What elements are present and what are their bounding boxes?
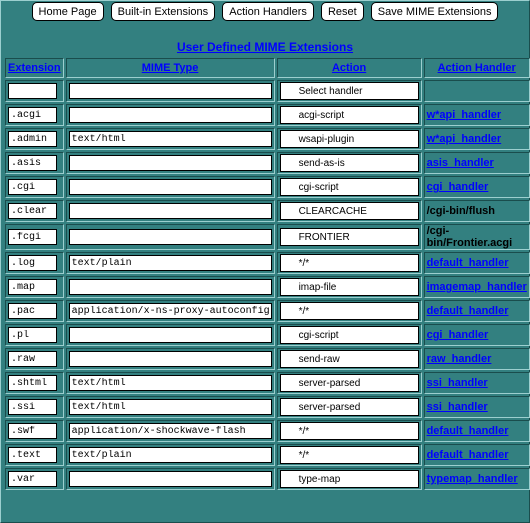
action-handler-link[interactable]: default_handler [426,449,509,461]
extension-input[interactable] [8,375,57,391]
mime-type-input[interactable] [69,447,272,463]
action-select-button[interactable]: imap-file [280,278,419,296]
action-cell [277,444,422,466]
mime-type-cell [66,396,275,418]
action-handler-cell [424,128,530,150]
mime-type-input[interactable] [69,131,272,147]
extension-cell [5,300,64,322]
action-handler-link[interactable]: cgi_handler [426,181,489,193]
action-handler-text: /cgi-bin/flush [426,205,496,217]
action-handler-cell [424,372,530,394]
reset-button[interactable]: Reset [321,2,364,21]
table-row [5,200,530,222]
action-handler-link[interactable]: default_handler [426,257,509,269]
extension-cell [5,128,64,150]
mime-type-cell [66,444,275,466]
mime-type-input[interactable] [69,229,272,245]
table-row [5,104,530,126]
action-cell [277,324,422,346]
extension-input[interactable] [8,327,57,343]
extension-input[interactable] [8,255,57,271]
extension-cell [5,252,64,274]
extension-input[interactable] [8,179,57,195]
action-select-button[interactable]: server-parsed [280,398,419,416]
action-handler-cell [424,252,530,274]
action-cell [277,128,422,150]
action-select-button[interactable]: send-as-is [280,154,419,172]
table-row [5,348,530,370]
extension-input[interactable] [8,351,57,367]
mime-type-input[interactable] [69,155,272,171]
mime-type-cell [66,200,275,222]
action-handler-cell [424,104,530,126]
extension-input[interactable] [8,155,57,171]
action-select-button[interactable]: */* [280,254,419,272]
table-header-row [5,58,530,78]
action-handler-link[interactable]: w*api_handler [426,133,502,145]
mime-type-input[interactable] [69,279,272,295]
page-title: User Defined MIME Extensions [176,40,354,54]
action-select-button[interactable]: CLEARCACHE [280,202,419,220]
action-handler-link[interactable]: w*api_handler [426,109,502,121]
action-select-button[interactable]: type-map [280,470,419,488]
mime-type-cell [66,468,275,490]
action-handler-cell [424,468,530,490]
action-handler-link[interactable]: cgi_handler [426,329,489,341]
action-handler-link[interactable]: ssi_handler [426,401,488,413]
action-select-button[interactable]: server-parsed [280,374,419,392]
action-cell [277,420,422,442]
extension-cell [5,152,64,174]
mime-type-input[interactable] [69,179,272,195]
mime-type-cell [66,128,275,150]
extension-input[interactable] [8,423,57,439]
action-handler-cell [424,200,530,222]
action-handlers-button[interactable]: Action Handlers [222,2,314,21]
table-row [5,128,530,150]
action-select-button[interactable]: FRONTIER [280,228,419,246]
table-row [5,224,530,250]
action-cell [277,80,422,102]
action-select-button[interactable]: */* [280,302,419,320]
extension-cell [5,276,64,298]
mime-type-cell [66,104,275,126]
mime-extensions-table [3,56,530,492]
mime-type-cell [66,252,275,274]
table-row [5,444,530,466]
table-row [5,252,530,274]
action-select-button[interactable]: send-raw [280,350,419,368]
action-handler-cell [424,324,530,346]
extension-cell [5,468,64,490]
action-cell [277,300,422,322]
table-row [5,324,530,346]
action-handler-cell [424,396,530,418]
mime-type-input[interactable] [69,255,272,271]
action-handler-cell [424,420,530,442]
mime-type-cell [66,80,275,102]
action-handler-link[interactable]: default_handler [426,425,509,437]
action-handler-link[interactable]: ssi_handler [426,377,488,389]
action-handler-cell [424,444,530,466]
action-handler-link[interactable]: default_handler [426,305,509,317]
table-row [5,276,530,298]
table-row [5,300,530,322]
action-handler-cell [424,300,530,322]
action-cell [277,252,422,274]
extension-input[interactable] [8,203,57,219]
mime-type-input[interactable] [69,375,272,391]
extension-cell [5,200,64,222]
header-mime-type[interactable]: MIME Type [66,58,275,78]
extension-cell [5,224,64,250]
extension-input[interactable] [8,471,57,487]
mime-type-input[interactable] [69,471,272,487]
action-handler-link[interactable]: asis_handler [426,157,494,169]
action-handler-cell [424,224,530,250]
action-handler-cell [424,80,530,102]
mime-type-cell [66,152,275,174]
extension-input[interactable] [8,303,57,319]
extension-cell [5,372,64,394]
extension-cell [5,444,64,466]
table-row [5,468,530,490]
action-select-button[interactable]: */* [280,422,419,440]
table-row [5,396,530,418]
mime-type-input[interactable] [69,303,272,319]
mime-type-input[interactable] [69,83,272,99]
mime-type-cell [66,420,275,442]
action-cell [277,276,422,298]
action-cell [277,152,422,174]
action-handler-cell [424,348,530,370]
action-handler-cell [424,276,530,298]
extension-cell [5,80,64,102]
save-mime-extensions-button[interactable]: Save MIME Extensions [371,2,499,21]
header-action-handler[interactable]: Action Handler [424,58,530,78]
mime-type-input[interactable] [69,351,272,367]
extension-cell [5,324,64,346]
mime-type-input[interactable] [69,107,272,123]
home-page-button[interactable]: Home Page [32,2,104,21]
extension-input[interactable] [8,399,57,415]
mime-type-cell [66,372,275,394]
extension-cell [5,396,64,418]
mime-type-input[interactable] [69,203,272,219]
extension-cell [5,176,64,198]
mime-type-input[interactable] [69,327,272,343]
table-row [5,176,530,198]
extension-input[interactable] [8,447,57,463]
mime-type-cell [66,348,275,370]
action-handler-cell [424,152,530,174]
table-row [5,372,530,394]
action-select-button[interactable]: wsapi-plugin [280,130,419,148]
action-select-button[interactable]: acgi-script [280,106,419,124]
action-handler-cell [424,176,530,198]
table-row [5,420,530,442]
extension-input[interactable] [8,131,57,147]
mime-type-cell [66,324,275,346]
action-select-button[interactable]: cgi-script [280,178,419,196]
action-cell [277,224,422,250]
action-cell [277,396,422,418]
action-select-button[interactable]: cgi-script [280,326,419,344]
mime-type-cell [66,224,275,250]
mime-type-cell [66,276,275,298]
extension-input[interactable] [8,83,57,99]
mime-type-input[interactable] [69,423,272,439]
table-row [5,80,530,102]
action-cell [277,104,422,126]
action-cell [277,468,422,490]
action-cell [277,200,422,222]
header-action[interactable]: Action [277,58,422,78]
mime-type-input[interactable] [69,399,272,415]
builtin-extensions-button[interactable]: Built-in Extensions [111,2,216,21]
action-select-button[interactable]: */* [280,446,419,464]
extension-input[interactable] [8,107,57,123]
action-cell [277,348,422,370]
action-select-button[interactable]: Select handler [280,82,419,100]
action-cell [277,372,422,394]
action-handler-link[interactable]: typemap_handler [426,473,518,485]
extension-input[interactable] [8,229,57,245]
header-extension[interactable]: Extension [5,58,64,78]
extension-cell [5,348,64,370]
extension-cell [5,420,64,442]
action-handler-link[interactable]: imagemap_handler [426,281,527,293]
extension-cell [5,104,64,126]
action-handler-text: /cgi-bin/Frontier.acgi [426,225,513,249]
table-row [5,152,530,174]
mime-type-cell [66,176,275,198]
toolbar [0,0,530,26]
extension-input[interactable] [8,279,57,295]
mime-type-cell [66,300,275,322]
action-handler-link[interactable]: raw_handler [426,353,492,365]
action-cell [277,176,422,198]
